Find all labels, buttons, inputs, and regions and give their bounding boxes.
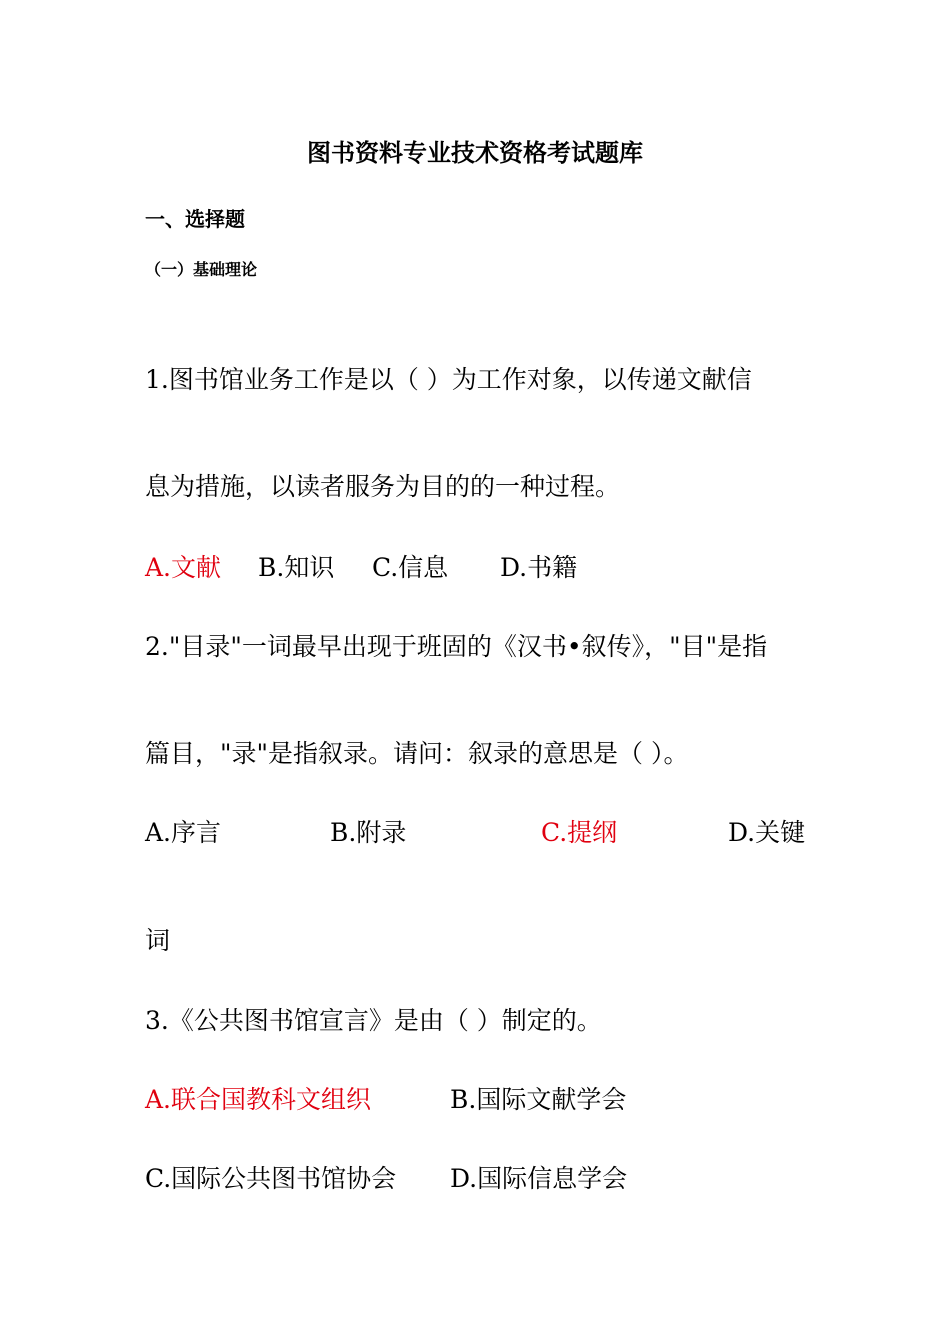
- question-2-option-d-wrap: 词: [145, 926, 171, 955]
- question-3-option-d: D.国际信息学会: [450, 1164, 628, 1193]
- question-3-option-a-answer: A.联合国教科文组织: [145, 1085, 372, 1114]
- question-1-line-2: 息为措施，以读者服务为目的的一种过程。: [145, 472, 621, 501]
- question-2-line-2: 篇目，"录"是指叙录。请问：叙录的意思是（ ）。: [145, 739, 689, 768]
- subsection-heading: （一）基础理论: [145, 260, 258, 279]
- question-1-option-c: C.信息: [372, 553, 449, 582]
- question-1-line-1: 1.图书馆业务工作是以（ ）为工作对象，以传递文献信: [145, 365, 752, 394]
- question-2-option-c-answer: C.提纲: [541, 818, 618, 847]
- question-1-option-a-answer: A.文献: [145, 553, 222, 582]
- question-1-option-b: B.知识: [258, 553, 335, 582]
- question-1-option-d: D.书籍: [500, 553, 578, 582]
- question-2-option-b: B.附录: [330, 818, 407, 847]
- question-3-line-1: 3.《公共图书馆宣言》是由（ ）制定的。: [145, 1006, 602, 1035]
- question-2-line-1: 2."目录"一词最早出现于班固的《汉书•叙传》，"目"是指: [145, 632, 768, 661]
- page-title: 图书资料专业技术资格考试题库: [307, 139, 643, 167]
- question-3-option-b: B.国际文献学会: [450, 1085, 627, 1114]
- question-2-option-a: A.序言: [145, 818, 222, 847]
- question-3-option-c: C.国际公共图书馆协会: [145, 1164, 397, 1193]
- question-2-option-d: D.关键: [728, 818, 806, 847]
- section-heading: 一、选择题: [145, 207, 245, 231]
